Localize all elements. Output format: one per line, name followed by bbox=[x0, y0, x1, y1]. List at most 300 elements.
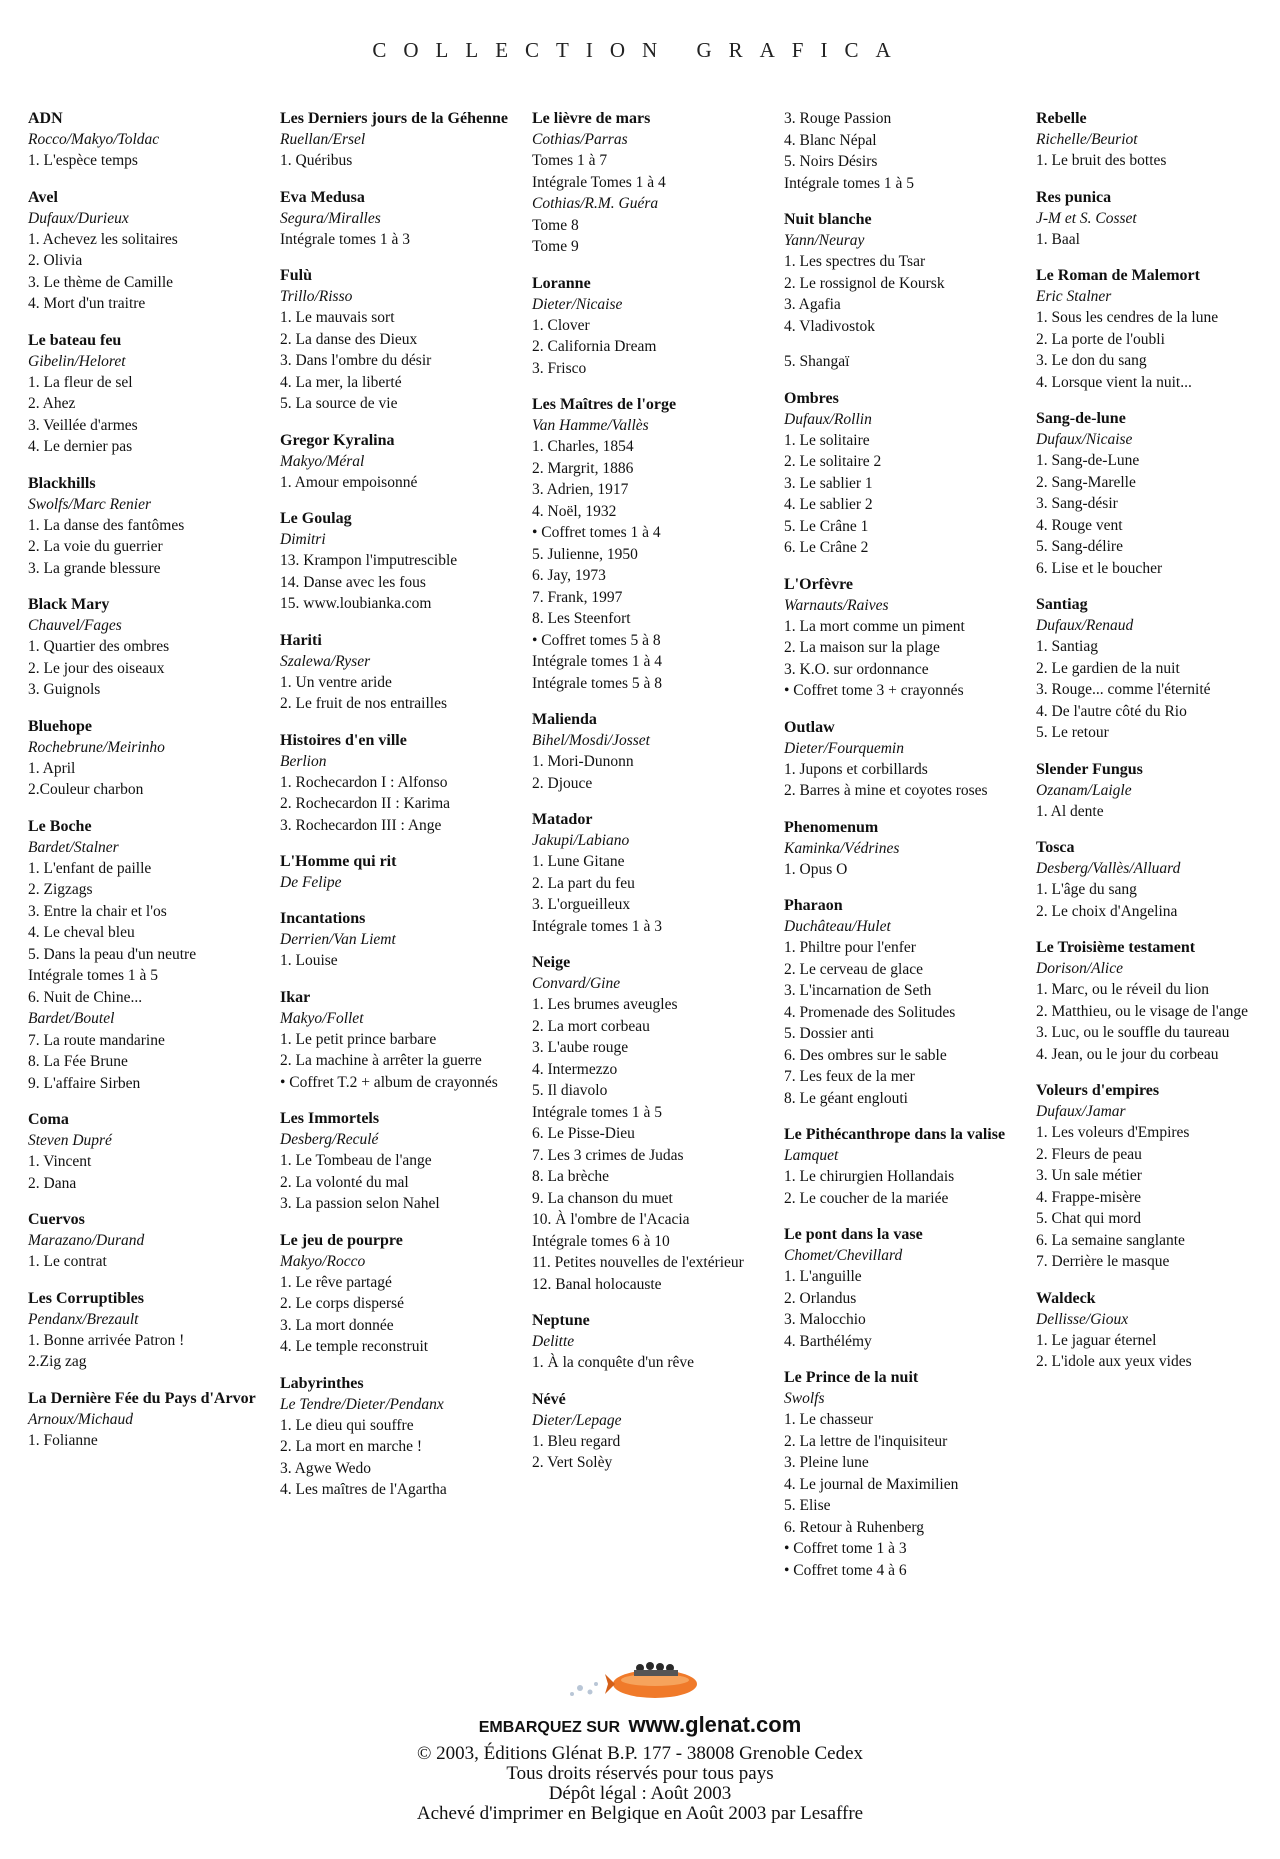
album-title: 1. Le chirurgien Hollandais bbox=[784, 1168, 955, 1185]
album-title: 6. Jay, 1973 bbox=[532, 567, 606, 584]
album-title: 1. Philtre pour l'enfer bbox=[784, 939, 916, 956]
album-title: • Coffret tome 3 + crayonnés bbox=[784, 682, 964, 699]
album-title: 3. Un sale métier bbox=[1036, 1167, 1142, 1184]
album-title: 2. La maison sur la plage bbox=[784, 639, 940, 656]
album-title: 4. Mort d'un traitre bbox=[28, 295, 146, 312]
series-title: Le bateau feu bbox=[28, 331, 122, 349]
album-title: 1. Opus O bbox=[784, 860, 848, 878]
series-block bbox=[28, 1209, 280, 1273]
album-title: 1. Rochecardon I : Alfonso bbox=[280, 773, 448, 791]
album-title: 3. Le don du sang bbox=[1036, 352, 1147, 369]
album-title: Intégrale tomes 5 à 8 bbox=[532, 674, 662, 692]
series-authors: De Felipe bbox=[280, 874, 342, 891]
album-title: 4. Jean, ou le jour du corbeau bbox=[1036, 1045, 1219, 1063]
series-authors: Dufaux/Renaud bbox=[1036, 617, 1134, 634]
series-authors: Rocco/Makyo/Toldac bbox=[28, 131, 160, 148]
series-block bbox=[1036, 1288, 1280, 1373]
album-title: 4. La mer, la liberté bbox=[280, 373, 402, 391]
album-title: 3. Rouge... comme l'éternité bbox=[1036, 681, 1211, 698]
album-title: 5. Le Crâne 1 bbox=[784, 517, 869, 535]
album-title: 1. Sous les cendres de la lune bbox=[1036, 309, 1219, 326]
series-block bbox=[532, 809, 784, 937]
album-title: 8. La Fée Brune bbox=[28, 1053, 128, 1070]
legal-line-rights: Tous droits réservés pour tous pays bbox=[506, 1763, 774, 1784]
series-authors: Steven Dupré bbox=[28, 1132, 112, 1149]
series-title: Les Derniers jours de la Géhenne bbox=[280, 110, 508, 127]
series-block bbox=[280, 430, 532, 494]
album-title: 5. Le retour bbox=[1036, 724, 1109, 741]
album-title: • Coffret tomes 5 à 8 bbox=[532, 631, 661, 649]
series-block bbox=[1036, 1080, 1280, 1273]
album-title bbox=[784, 337, 1036, 351]
series-block bbox=[28, 330, 280, 458]
album-title: 1. Santiag bbox=[1036, 638, 1098, 655]
album-title: 4. Le cheval bleu bbox=[28, 924, 135, 941]
series-authors: Bardet/Stalner bbox=[28, 838, 119, 856]
album-title: 3. Agafia bbox=[784, 296, 841, 313]
album-title: 1. Amour empoisonné bbox=[280, 473, 418, 491]
series-block bbox=[28, 473, 280, 580]
series-block bbox=[1036, 108, 1280, 172]
album-title: 1. Quartier des ombres bbox=[28, 638, 170, 655]
catalog-columns bbox=[28, 108, 1258, 1596]
album-title: 2. California Dream bbox=[532, 338, 657, 355]
album-title: 2. La volonté du mal bbox=[280, 1173, 409, 1191]
album-title: 3. Frisco bbox=[532, 359, 587, 377]
album-title: 5. Elise bbox=[784, 1497, 831, 1514]
series-title: Tosca bbox=[1036, 839, 1075, 856]
album-title: 2. La lettre de l'inquisiteur bbox=[784, 1432, 948, 1450]
album-title: 1. Le bruit des bottes bbox=[1036, 152, 1167, 169]
series-block bbox=[784, 717, 1036, 802]
series-title: Les Immortels bbox=[280, 1110, 380, 1127]
catalog-column bbox=[1036, 108, 1280, 1596]
series-title: Le lièvre de mars bbox=[532, 110, 651, 127]
album-title: 6. Le Pisse-Dieu bbox=[532, 1125, 635, 1142]
series-title: Blackhills bbox=[28, 474, 96, 492]
series-authors: Le Tendre/Dieter/Pendanx bbox=[280, 1395, 444, 1413]
series-authors: Convard/Gine bbox=[532, 975, 621, 992]
series-block bbox=[28, 1388, 280, 1452]
album-title: 3. La mort donnée bbox=[280, 1316, 394, 1334]
album-title: 2. Le jour des oiseaux bbox=[28, 659, 165, 677]
series-title: L'Orfèvre bbox=[784, 575, 854, 593]
series-authors: Dufaux/Jamar bbox=[1036, 1103, 1126, 1120]
series-block bbox=[532, 952, 784, 1295]
album-title: 3. Sang-désir bbox=[1036, 495, 1118, 512]
series-title: Le Pithécanthrope dans la valise bbox=[784, 1126, 1006, 1143]
album-title: Intégrale tomes 6 à 10 bbox=[532, 1232, 670, 1250]
series-authors: Dufaux/Rollin bbox=[784, 410, 872, 428]
album-title: 3. Dans l'ombre du désir bbox=[280, 352, 432, 369]
series-block bbox=[280, 508, 532, 615]
album-title: • Coffret tome 1 à 3 bbox=[784, 1540, 907, 1557]
series-title: Hariti bbox=[280, 631, 322, 649]
album-title: 2. Le gardien de la nuit bbox=[1036, 659, 1180, 677]
series-authors: Makyo/Rocco bbox=[280, 1252, 366, 1270]
album-title: 2. Le choix d'Angelina bbox=[1036, 902, 1178, 920]
series-authors: Rochebrune/Meirinho bbox=[28, 738, 165, 756]
series-block bbox=[28, 816, 280, 1095]
series-authors: Swolfs/Marc Renier bbox=[28, 495, 151, 513]
album-title: 1. Charles, 1854 bbox=[532, 438, 634, 455]
album-title: 7. Les 3 crimes de Judas bbox=[532, 1146, 684, 1164]
album-title: 1. L'enfant de paille bbox=[28, 859, 152, 877]
album-title: 8. La brèche bbox=[532, 1168, 610, 1185]
album-title: 3. Entre la chair et l'os bbox=[28, 902, 167, 920]
album-title: 2. Margrit, 1886 bbox=[532, 459, 634, 477]
album-title: 2. Ahez bbox=[28, 395, 76, 412]
series-block bbox=[1036, 837, 1280, 922]
album-title: 1. Le petit prince barbare bbox=[280, 1030, 437, 1048]
series-block bbox=[784, 817, 1036, 881]
album-title: 1. Les brumes aveugles bbox=[532, 996, 678, 1013]
album-title: 15. www.loubianka.com bbox=[280, 595, 432, 612]
series-authors: Jakupi/Labiano bbox=[532, 832, 630, 849]
album-title: 5. Dans la peau d'un neutre bbox=[28, 945, 197, 963]
album-title: 1. Baal bbox=[1036, 230, 1080, 248]
album-title: 1. L'espèce temps bbox=[28, 152, 138, 169]
series-title: Neptune bbox=[532, 1312, 590, 1329]
series-title: Eva Medusa bbox=[280, 188, 365, 206]
album-title: 3. L'aube rouge bbox=[532, 1039, 629, 1056]
album-title: 7. Frank, 1997 bbox=[532, 588, 623, 606]
series-authors: Dieter/Lepage bbox=[532, 1411, 622, 1429]
album-title: 1. À la conquête d'un rêve bbox=[532, 1354, 695, 1371]
album-title: 1. Lune Gitane bbox=[532, 853, 625, 870]
album-title: 2. Le cerveau de glace bbox=[784, 960, 923, 978]
series-title: Labyrinthes bbox=[280, 1374, 364, 1392]
album-title: 3. L'incarnation de Seth bbox=[784, 982, 932, 999]
series-title: Matador bbox=[532, 811, 593, 828]
album-title: 1. Le rêve partagé bbox=[280, 1273, 392, 1291]
series-block bbox=[280, 1108, 532, 1215]
series-title: ADN bbox=[28, 110, 63, 127]
series-title: Névé bbox=[532, 1390, 566, 1408]
series-block bbox=[784, 1367, 1036, 1581]
album-title: 2. La mort en marche ! bbox=[280, 1438, 423, 1455]
album-title: 4. Les maîtres de l'Agartha bbox=[280, 1481, 447, 1498]
series-authors: Dufaux/Durieux bbox=[28, 209, 129, 227]
album-title: 2. La danse des Dieux bbox=[280, 330, 418, 348]
album-title: • Coffret T.2 + album de crayonnés bbox=[280, 1073, 498, 1091]
catalog-column bbox=[280, 108, 532, 1596]
album-title: Intégrale tomes 1 à 4 bbox=[532, 653, 662, 670]
album-title: 1. Folianne bbox=[28, 1431, 98, 1449]
album-title: 1. Marc, ou le réveil du lion bbox=[1036, 981, 1210, 998]
series-block bbox=[784, 209, 1036, 373]
album-title: 1. Un ventre aride bbox=[280, 673, 392, 691]
album-title: 4. Intermezzo bbox=[532, 1060, 618, 1078]
series-title: La Dernière Fée du Pays d'Arvor bbox=[28, 1389, 256, 1407]
album-title: 2.Couleur charbon bbox=[28, 781, 144, 798]
album-title: 1. La fleur de sel bbox=[28, 373, 133, 391]
series-title: Bluehope bbox=[28, 717, 93, 735]
series-authors: Lamquet bbox=[784, 1147, 839, 1164]
series-block bbox=[784, 895, 1036, 1109]
album-title: 2. Rochecardon II : Karima bbox=[280, 795, 451, 812]
series-title: Santiag bbox=[1036, 596, 1088, 613]
album-title: 2. Fleurs de peau bbox=[1036, 1145, 1142, 1163]
series-block bbox=[784, 108, 1036, 194]
legal-line-printing: Achevé d'imprimer en Belgique en Août 2003 par Lesaffre bbox=[416, 1803, 864, 1824]
series-block bbox=[532, 108, 784, 258]
series-title: Res punica bbox=[1036, 188, 1112, 206]
album-title: Tome 9 bbox=[532, 238, 579, 255]
album-title: Bardet/Boutel bbox=[28, 1010, 115, 1027]
series-authors: Ruellan/Ersel bbox=[280, 131, 366, 148]
series-authors: Duchâteau/Hulet bbox=[784, 918, 891, 935]
album-title: Intégrale tomes 1 à 5 bbox=[28, 967, 158, 984]
series-title: Gregor Kyralina bbox=[280, 431, 395, 449]
series-title: Ombres bbox=[784, 389, 839, 407]
series-title: Le pont dans la vase bbox=[784, 1226, 923, 1243]
album-title: 1. Quéribus bbox=[280, 152, 353, 169]
album-title: 1. La mort comme un piment bbox=[784, 617, 965, 635]
album-title: 1. L'anguille bbox=[784, 1268, 862, 1285]
series-title: Outlaw bbox=[784, 718, 835, 736]
series-title: Le Goulag bbox=[280, 510, 352, 527]
album-title: 2. Sang-Marelle bbox=[1036, 473, 1136, 491]
legal-notice bbox=[0, 1744, 1280, 1824]
album-title: 2. Matthieu, ou le visage de l'ange bbox=[1036, 1002, 1248, 1020]
album-title: 3. Guignols bbox=[28, 681, 101, 698]
album-title: 2. Barres à mine et coyotes roses bbox=[784, 782, 988, 799]
series-title: Incantations bbox=[280, 910, 366, 927]
album-title: 2.Zig zag bbox=[28, 1353, 87, 1370]
series-authors: Arnoux/Michaud bbox=[28, 1410, 134, 1428]
album-title: 5. Dossier anti bbox=[784, 1025, 874, 1042]
series-block bbox=[1036, 759, 1280, 823]
series-block bbox=[784, 574, 1036, 702]
album-title: 1. Le mauvais sort bbox=[280, 309, 395, 326]
album-title: 8. Le géant englouti bbox=[784, 1089, 908, 1107]
album-title: 5. Shangaï bbox=[784, 353, 850, 370]
series-authors: Gibelin/Heloret bbox=[28, 352, 126, 370]
album-title: 6. Lise et le boucher bbox=[1036, 559, 1163, 577]
album-title: 11. Petites nouvelles de l'extérieur bbox=[532, 1254, 744, 1271]
album-title: 3. Le sablier 1 bbox=[784, 474, 873, 492]
album-title: 3. Malocchio bbox=[784, 1311, 866, 1328]
album-title: 4. Noël, 1932 bbox=[532, 502, 617, 520]
series-title: Phenomenum bbox=[784, 818, 879, 836]
album-title: 5. Chat qui mord bbox=[1036, 1210, 1142, 1227]
airship-logo-icon bbox=[560, 1650, 720, 1710]
album-title: 1. Achevez les solitaires bbox=[28, 230, 178, 248]
series-authors: Dieter/Fourquemin bbox=[784, 739, 904, 757]
series-title: Fulù bbox=[280, 267, 313, 284]
album-title: 3. La passion selon Nahel bbox=[280, 1195, 440, 1212]
album-title: 4. Vladivostok bbox=[784, 317, 875, 335]
album-title: 4. Rouge vent bbox=[1036, 516, 1123, 534]
series-block bbox=[1036, 265, 1280, 393]
series-block bbox=[28, 108, 280, 172]
collection-title: COLLECTION GRAFICA bbox=[372, 38, 908, 62]
series-block bbox=[280, 630, 532, 715]
album-title: 1. Vincent bbox=[28, 1153, 92, 1170]
album-title: 1. Le contrat bbox=[28, 1253, 107, 1270]
album-title: 4. De l'autre côté du Rio bbox=[1036, 702, 1187, 720]
series-title: Slender Fungus bbox=[1036, 760, 1143, 778]
album-title: 1. Le chasseur bbox=[784, 1411, 874, 1428]
series-block bbox=[1036, 937, 1280, 1065]
series-authors: Marazano/Durand bbox=[28, 1232, 145, 1249]
series-authors: Chauvel/Fages bbox=[28, 617, 122, 634]
series-authors: Trillo/Risso bbox=[280, 288, 353, 305]
album-title: 12. Banal holocauste bbox=[532, 1275, 662, 1293]
album-title: 2. La machine à arrêter la guerre bbox=[280, 1052, 482, 1069]
album-title: Tome 8 bbox=[532, 216, 579, 234]
series-authors: Desberg/Reculé bbox=[280, 1131, 379, 1148]
series-block bbox=[280, 987, 532, 1094]
album-title: 2. Le corps dispersé bbox=[280, 1295, 404, 1312]
album-title: 6. Le Crâne 2 bbox=[784, 539, 869, 556]
series-block bbox=[280, 908, 532, 972]
album-title: 4. Blanc Népal bbox=[784, 131, 877, 149]
album-title: 6. Retour à Ruhenberg bbox=[784, 1518, 925, 1536]
series-title: Ikar bbox=[280, 988, 311, 1006]
album-title: 9. L'affaire Sirben bbox=[28, 1074, 141, 1092]
series-authors: Yann/Neuray bbox=[784, 232, 865, 249]
album-title: 7. Derrière le masque bbox=[1036, 1253, 1170, 1270]
series-authors: Dellisse/Gioux bbox=[1036, 1310, 1129, 1328]
album-title: Tomes 1 à 7 bbox=[532, 152, 608, 169]
album-title: 1. Les spectres du Tsar bbox=[784, 253, 926, 270]
series-title: Neige bbox=[532, 954, 571, 971]
album-title: 6. Des ombres sur le sable bbox=[784, 1046, 947, 1064]
series-authors: Eric Stalner bbox=[1036, 288, 1112, 305]
album-title: 4. Lorsque vient la nuit... bbox=[1036, 373, 1192, 391]
series-title: Le Boche bbox=[28, 817, 92, 835]
album-title: 2. La mort corbeau bbox=[532, 1017, 650, 1035]
series-block bbox=[280, 108, 532, 172]
series-authors: Kaminka/Védrines bbox=[784, 839, 900, 857]
series-block bbox=[532, 273, 784, 380]
series-title: Nuit blanche bbox=[784, 211, 872, 228]
album-title: 1. Le jaguar éternel bbox=[1036, 1331, 1157, 1349]
series-authors: Berlion bbox=[280, 752, 327, 770]
album-title: 7. La route mandarine bbox=[28, 1031, 165, 1049]
album-title: 4. Promenade des Solitudes bbox=[784, 1003, 956, 1021]
album-title: 5. Il diavolo bbox=[532, 1082, 608, 1099]
album-title: 4. Barthélémy bbox=[784, 1332, 872, 1350]
series-title: Le jeu de pourpre bbox=[280, 1231, 403, 1249]
album-title: Intégrale tomes 1 à 3 bbox=[280, 230, 410, 248]
series-authors: Bihel/Mosdi/Josset bbox=[532, 732, 650, 749]
album-title: 2. Le rossignol de Koursk bbox=[784, 274, 945, 292]
album-title: 2. Le coucher de la mariée bbox=[784, 1189, 949, 1207]
website-link[interactable]: www.glenat.com bbox=[628, 1712, 802, 1737]
series-authors: Chomet/Chevillard bbox=[784, 1247, 903, 1264]
album-title: 2. Le solitaire 2 bbox=[784, 453, 882, 470]
series-title: Le Prince de la nuit bbox=[784, 1369, 919, 1386]
series-block bbox=[28, 187, 280, 315]
album-title: 1. Jupons et corbillards bbox=[784, 760, 928, 778]
album-title: 5. La source de vie bbox=[280, 395, 398, 412]
album-title: Intégrale tomes 1 à 3 bbox=[532, 917, 662, 935]
album-title: 1. Louise bbox=[280, 952, 338, 969]
series-block bbox=[280, 851, 532, 893]
series-authors: Makyo/Follet bbox=[280, 1009, 364, 1027]
series-title: Rebelle bbox=[1036, 110, 1087, 127]
series-authors: Desberg/Vallès/Alluard bbox=[1036, 860, 1181, 877]
album-title: 2. Le fruit de nos entrailles bbox=[280, 695, 448, 712]
album-title: 2. Vert Solèy bbox=[532, 1454, 613, 1471]
album-title: 3. Adrien, 1917 bbox=[532, 481, 629, 498]
series-block bbox=[280, 730, 532, 837]
series-authors: Ozanam/Laigle bbox=[1036, 781, 1132, 799]
album-title: 1. Le solitaire bbox=[784, 431, 870, 449]
album-title: 1. April bbox=[28, 759, 76, 777]
series-title: Voleurs d'empires bbox=[1036, 1082, 1160, 1099]
series-block bbox=[280, 1230, 532, 1358]
series-title: Black Mary bbox=[28, 596, 110, 613]
series-authors: Cothias/Parras bbox=[532, 131, 628, 148]
series-title: Histoires d'en ville bbox=[280, 731, 407, 749]
series-block bbox=[532, 709, 784, 794]
series-block bbox=[784, 1224, 1036, 1352]
album-title: 2. Zigzags bbox=[28, 881, 93, 898]
album-title: 4. Le sablier 2 bbox=[784, 496, 873, 513]
album-title: 1. Al dente bbox=[1036, 802, 1104, 820]
series-block bbox=[784, 388, 1036, 559]
series-authors: Van Hamme/Vallès bbox=[532, 417, 649, 434]
series-authors: Dorison/Alice bbox=[1036, 960, 1123, 977]
series-title: Le Roman de Malemort bbox=[1036, 267, 1200, 284]
album-title: 3. L'orgueilleux bbox=[532, 896, 631, 913]
album-title: 5. Julienne, 1950 bbox=[532, 545, 638, 563]
album-title: 2. Orlandus bbox=[784, 1289, 857, 1307]
series-authors: Makyo/Méral bbox=[280, 452, 365, 470]
album-title: 4. Le dernier pas bbox=[28, 438, 133, 455]
album-title: 1. Les voleurs d'Empires bbox=[1036, 1124, 1190, 1141]
album-title: 3. La grande blessure bbox=[28, 559, 161, 577]
album-title: 1. Bonne arrivée Patron ! bbox=[28, 1331, 185, 1349]
album-title: 1. Bleu regard bbox=[532, 1432, 621, 1450]
album-title: 7. Les feux de la mer bbox=[784, 1068, 915, 1085]
album-title: 3. Veillée d'armes bbox=[28, 416, 138, 434]
legal-line-copyright: © 2003, Éditions Glénat B.P. 177 - 38008 Grenoble Cedex bbox=[416, 1743, 864, 1764]
album-title: 5. Sang-délire bbox=[1036, 538, 1123, 555]
series-title: Cuervos bbox=[28, 1211, 85, 1228]
album-title: 10. À l'ombre de l'Acacia bbox=[532, 1211, 690, 1228]
album-title: Intégrale Tomes 1 à 4 bbox=[532, 173, 666, 191]
album-title: 3. Le thème de Camille bbox=[28, 273, 174, 291]
series-block bbox=[28, 1288, 280, 1373]
series-title: Coma bbox=[28, 1111, 69, 1128]
series-title: Waldeck bbox=[1036, 1289, 1096, 1307]
album-title: 2. L'idole aux yeux vides bbox=[1036, 1353, 1192, 1370]
series-block bbox=[1036, 408, 1280, 579]
series-block bbox=[28, 1109, 280, 1194]
series-title: Sang-de-lune bbox=[1036, 410, 1126, 427]
album-title: 2. Dana bbox=[28, 1174, 77, 1192]
series-authors: Delitte bbox=[532, 1333, 575, 1350]
glenat-logo bbox=[0, 1650, 1280, 1710]
album-title: 14. Danse avec les fous bbox=[280, 573, 426, 591]
series-block bbox=[280, 187, 532, 251]
album-title: 9. La chanson du muet bbox=[532, 1189, 673, 1207]
series-block bbox=[1036, 187, 1280, 251]
series-authors: Derrien/Van Liemt bbox=[280, 931, 396, 948]
album-title: Intégrale tomes 1 à 5 bbox=[532, 1103, 662, 1121]
series-block bbox=[28, 716, 280, 801]
album-title: 3. Luc, ou le souffle du taureau bbox=[1036, 1024, 1230, 1041]
album-title: 1. La danse des fantômes bbox=[28, 516, 185, 534]
album-title: 1. Mori-Dunonn bbox=[532, 753, 634, 770]
series-block bbox=[784, 1124, 1036, 1209]
embark-label: EMBARQUEZ SUR bbox=[478, 1719, 621, 1736]
